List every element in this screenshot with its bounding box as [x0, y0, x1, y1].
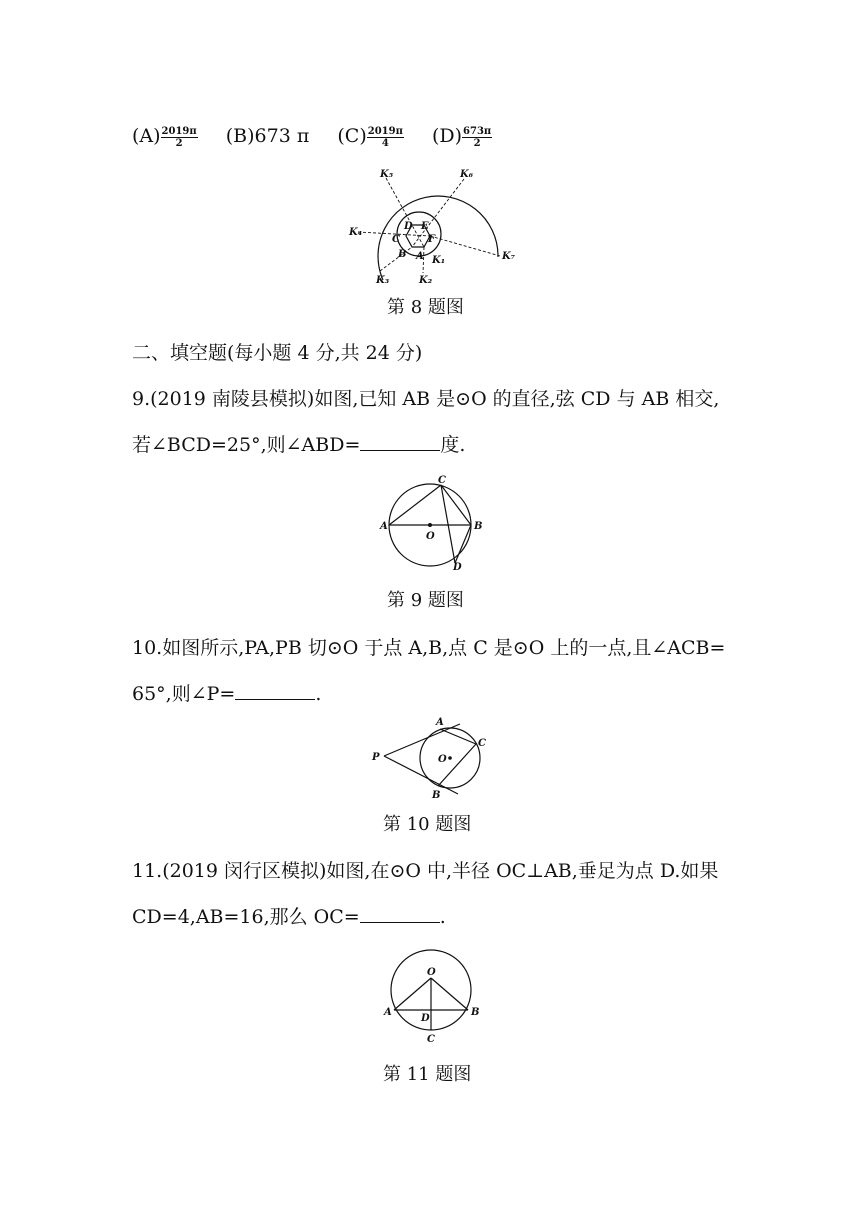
- section-heading: 二、填空题(每小题 4 分,共 24 分): [132, 342, 423, 364]
- chord-cb: [441, 485, 471, 525]
- option-c: (C) $\frac{2019\pi}{4}$: [337, 125, 403, 149]
- fraction: $\frac{2019\pi}{2}$: [161, 125, 197, 149]
- label-k4: K₄: [349, 227, 363, 238]
- label-b: B: [398, 249, 407, 260]
- q9-figure: [378, 475, 488, 573]
- label-a: A: [436, 717, 444, 728]
- answer-blank[interactable]: [360, 904, 440, 923]
- chord-ac: [389, 485, 441, 525]
- option-b: (B)673 π: [225, 125, 310, 147]
- chord-bd: [455, 525, 471, 563]
- q9-text-line2: 若∠BCD=25°,则∠ABD= 度.: [132, 434, 466, 456]
- q11-caption: 第 11 题图: [383, 1064, 472, 1085]
- q10-text-line1: 10.如图所示,PA,PB 切⊙O 于点 A,B,点 C 是⊙O 上的一点,且∠ACB=: [132, 637, 726, 659]
- fraction: $\frac{2019\pi}{4}$: [367, 125, 403, 149]
- label-k2: K₂: [419, 275, 433, 286]
- label-b: B: [474, 521, 483, 532]
- label-o: O: [426, 531, 435, 542]
- q11-text-line1: 11.(2019 闵行区模拟)如图,在⊙O 中,半径 OC⊥AB,垂足为点 D.如果: [132, 860, 719, 882]
- label-k7: K₇: [502, 251, 516, 262]
- q10-text-line2: 65°,则∠P= .: [132, 683, 322, 705]
- label-b: B: [432, 790, 441, 801]
- q10-caption: 第 10 题图: [383, 814, 472, 835]
- q8-caption: 第 8 题图: [387, 297, 464, 318]
- radius-oa: [394, 978, 431, 1010]
- tangent-pa: [384, 724, 460, 756]
- q11-figure: [383, 945, 483, 1045]
- label-a: A: [380, 521, 388, 532]
- label-k1: K₁: [432, 255, 446, 266]
- radius-ob: [431, 978, 468, 1010]
- label-e: E: [421, 221, 429, 232]
- label-a: A: [416, 251, 424, 262]
- label-b: B: [471, 1007, 480, 1018]
- label-c: C: [427, 1034, 435, 1045]
- center-point: [448, 756, 452, 760]
- label-p: P: [372, 752, 380, 763]
- label-a: A: [384, 1007, 392, 1018]
- fraction: $\frac{673\pi}{2}$: [463, 125, 492, 149]
- q8-options: [132, 124, 514, 149]
- q9-caption: 第 9 题图: [387, 590, 464, 611]
- label-c: C: [438, 475, 446, 486]
- answer-blank[interactable]: [235, 681, 315, 700]
- tangent-pb: [384, 756, 458, 794]
- label-o: O: [438, 754, 447, 765]
- q8-figure: [340, 165, 530, 290]
- label-d: D: [421, 1013, 430, 1024]
- chord-cd: [441, 485, 455, 563]
- center-point: [428, 523, 432, 527]
- label-c: C: [392, 234, 400, 245]
- q11-text-line2: CD=4,AB=16,那么 OC= .: [132, 906, 446, 928]
- label-d: D: [453, 562, 462, 573]
- option-a: (A) $\frac{2019\pi}{2}$: [132, 125, 197, 149]
- label-k6: K₆: [460, 169, 474, 180]
- answer-blank[interactable]: [360, 432, 440, 451]
- dashed-line: [430, 236, 500, 256]
- label-k3: K₃: [376, 275, 390, 286]
- dashed-line: [412, 179, 464, 247]
- label-c: C: [478, 738, 486, 749]
- q9-text-line1: 9.(2019 南陵县模拟)如图,已知 AB 是⊙O 的直径,弦 CD 与 AB 相交,: [132, 388, 720, 410]
- label-k5: K₅: [380, 169, 394, 180]
- label-d: D: [404, 221, 413, 232]
- dashed-line: [380, 247, 412, 271]
- label-o: O: [427, 967, 436, 978]
- label-f: F: [428, 234, 436, 245]
- q10-figure: [368, 716, 498, 801]
- option-d: (D) $\frac{673\pi}{2}$: [431, 125, 492, 149]
